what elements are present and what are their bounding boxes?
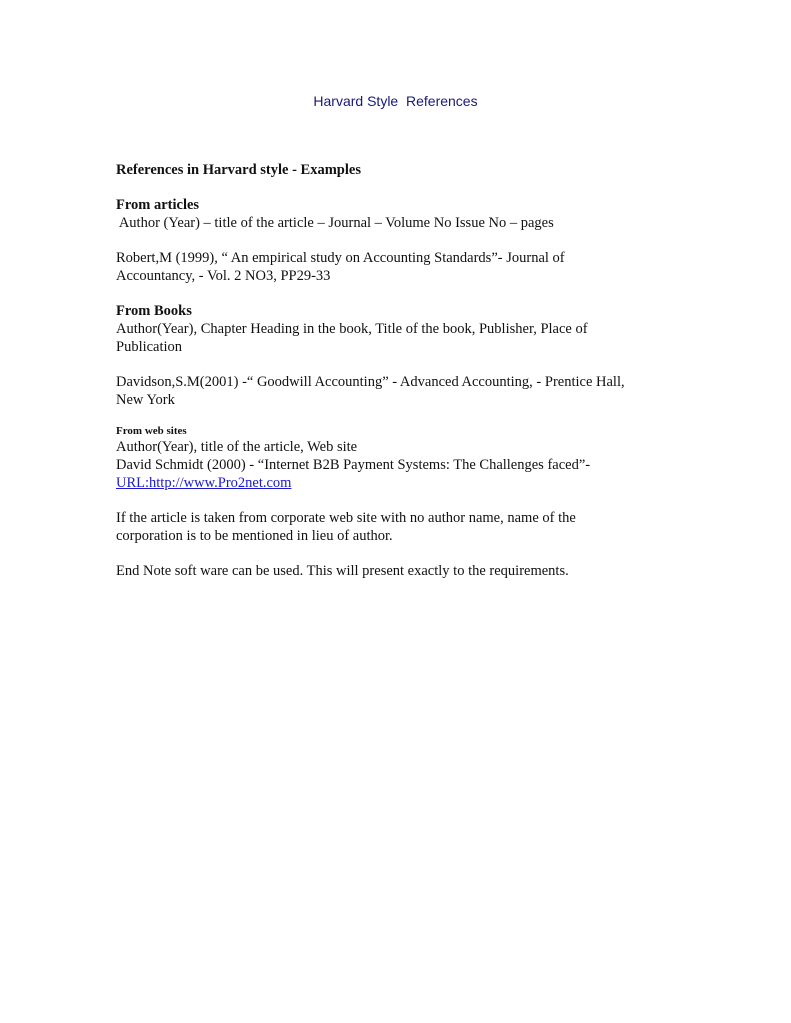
books-heading: From Books bbox=[116, 303, 192, 319]
books-format-line1: Author(Year), Chapter Heading in the book, Title of the book, Publisher, Place of bbox=[116, 321, 588, 337]
endnote-text: End Note soft ware can be used. This will present exactly to the requirements. bbox=[116, 563, 569, 579]
note-line2: corporation is to be mentioned in lieu of author. bbox=[116, 528, 393, 544]
websites-format: Author(Year), title of the article, Web site bbox=[116, 439, 358, 455]
articles-heading: From articles bbox=[116, 197, 200, 213]
main-heading: References in Harvard style - Examples bbox=[116, 162, 361, 178]
articles-example-line1: Robert,M (1999), “ An empirical study on Accounting Standards”- Journal of bbox=[116, 250, 565, 266]
articles-format: Author (Year) – title of the article – Journal – Volume No Issue No – pages bbox=[116, 215, 554, 231]
articles-example-line2: Accountancy, - Vol. 2 NO3, PP29-33 bbox=[116, 268, 331, 284]
websites-example-line1: David Schmidt (2000) - “Internet B2B Payment Systems: The Challenges faced”- bbox=[116, 457, 591, 473]
websites-heading: From web sites bbox=[116, 425, 187, 437]
websites-example-link[interactable]: URL:http://www.Pro2net.com bbox=[116, 475, 292, 491]
books-format-line2: Publication bbox=[116, 339, 183, 355]
books-example-line2: New York bbox=[116, 392, 175, 408]
document-body bbox=[116, 161, 676, 580]
note-line1: If the article is taken from corporate web site with no author name, name of the bbox=[116, 510, 576, 526]
page-title: Harvard Style References bbox=[313, 93, 478, 109]
books-example-line1: Davidson,S.M(2001) -“ Goodwill Accounting” - Advanced Accounting, - Prentice Hall, bbox=[116, 374, 625, 390]
